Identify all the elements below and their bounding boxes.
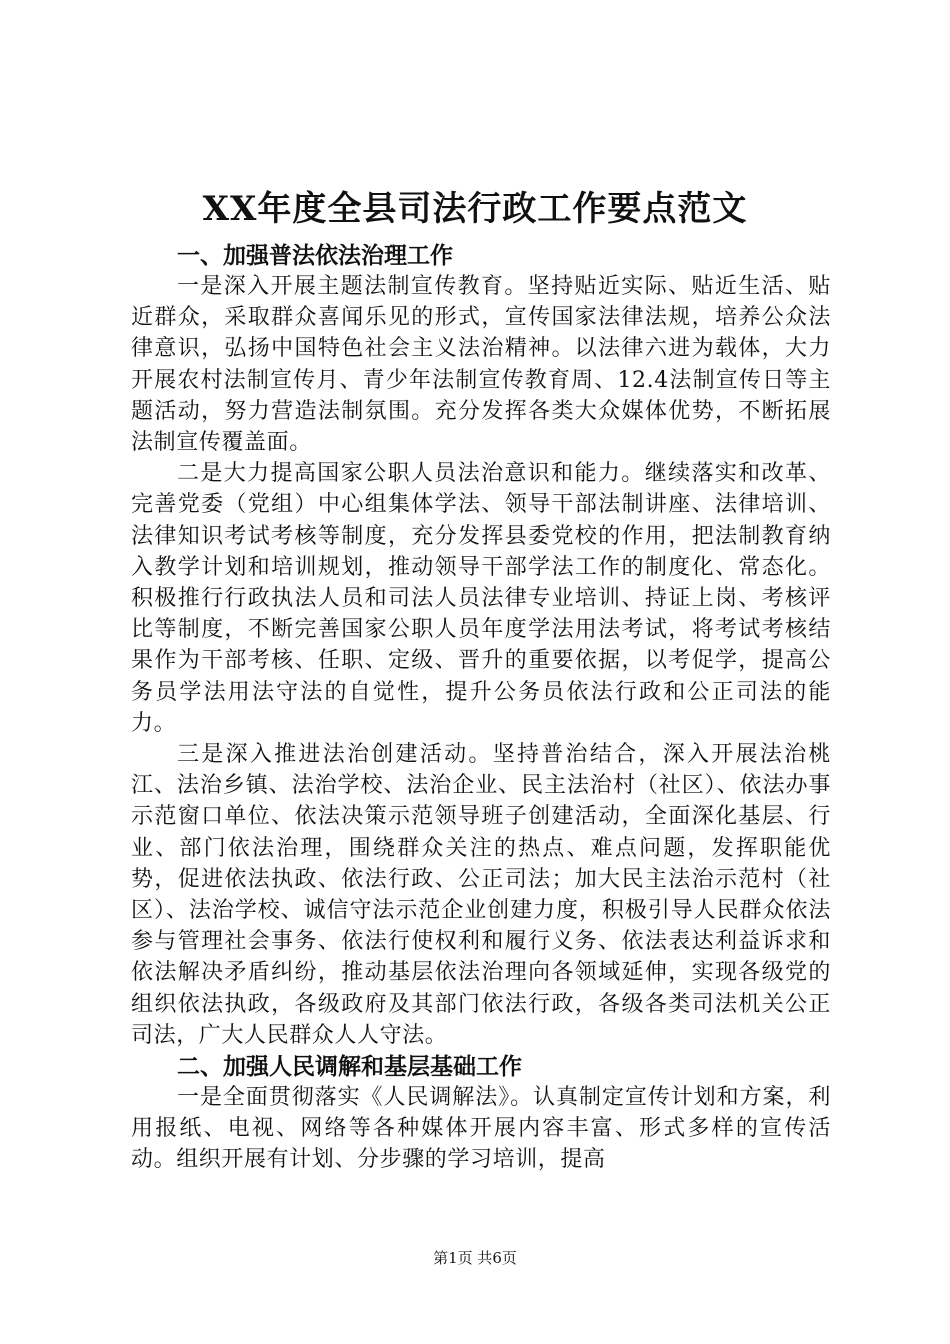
page-footer: 第1页 共6页 (433, 1249, 517, 1267)
document-title: XX年度全县司法行政工作要点范文 (202, 189, 748, 229)
paragraph: 二是大力提高国家公职人员法治意识和能力。继续落实和改革、完善党委（党组）中心组集体学法、领导干部法制讲座、法律培训、法律知识考试考核等制度，充分发挥县委党校的作用，把法制教育纳入教学计划和培训规划，推动领导干部学法工作的制度化、常态化。积极推行行政执法人员和司法人员法律专业培训、持证上岗、考核评比等制度，不断完善国家公职人员年度学法用法考试，将考试考核结果作为干部考核、任职、定级、晋升的重要依据，以考促学，提高公务员学法用法守法的自觉性，提升公务员依法行政和公正司法的能力。 (131, 461, 831, 736)
section-heading: 一、加强普法依法治理工作 (177, 242, 453, 269)
paragraph: 三是深入推进法治创建活动。坚持普治结合，深入开展法治桃江、法治乡镇、法治学校、法治企业、民主法治村（社区）、依法办事示范窗口单位、依法决策示范领导班子创建活动，全面深化基层、行业、部门依法治理，围绕群众关注的热点、难点问题，发挥职能优势，促进依法执政、依法行政、公正司法；加大民主法治示范村（社区）、法治学校、诚信守法示范企业创建力度，积极引导人民群众依法参与管理社会事务、依法行使权利和履行义务、依法表达利益诉求和依法解决矛盾纠纷，推动基层依法治理向各领域延伸，实现各级党的组织依法执政，各级政府及其部门依法行政，各级各类司法机关公正司法，广大人民群众人人守法。 (131, 742, 831, 1048)
paragraph: 一是深入开展主题法制宣传教育。坚持贴近实际、贴近生活、贴近群众，采取群众喜闻乐见的形式，宣传国家法律法规，培养公众法律意识，弘扬中国特色社会主义法治精神。以法律六进为载体，大力开展农村法制宣传月、青少年法制宣传教育周、12.4法制宣传日等主题活动，努力营造法制氛围。充分发挥各类大众媒体优势，不断拓展法制宣传覆盖面。 (131, 274, 831, 456)
document-body (131, 240, 831, 1176)
section-heading: 二、加强人民调解和基层基础工作 (177, 1053, 522, 1081)
paragraph: 一是全面贯彻落实《人民调解法》。认真制定宣传计划和方案，利用报纸、电视、网络等各种媒体开展内容丰富、形式多样的宣传活动。组织开展有计划、分步骤的学习培训，提高 (131, 1085, 831, 1173)
